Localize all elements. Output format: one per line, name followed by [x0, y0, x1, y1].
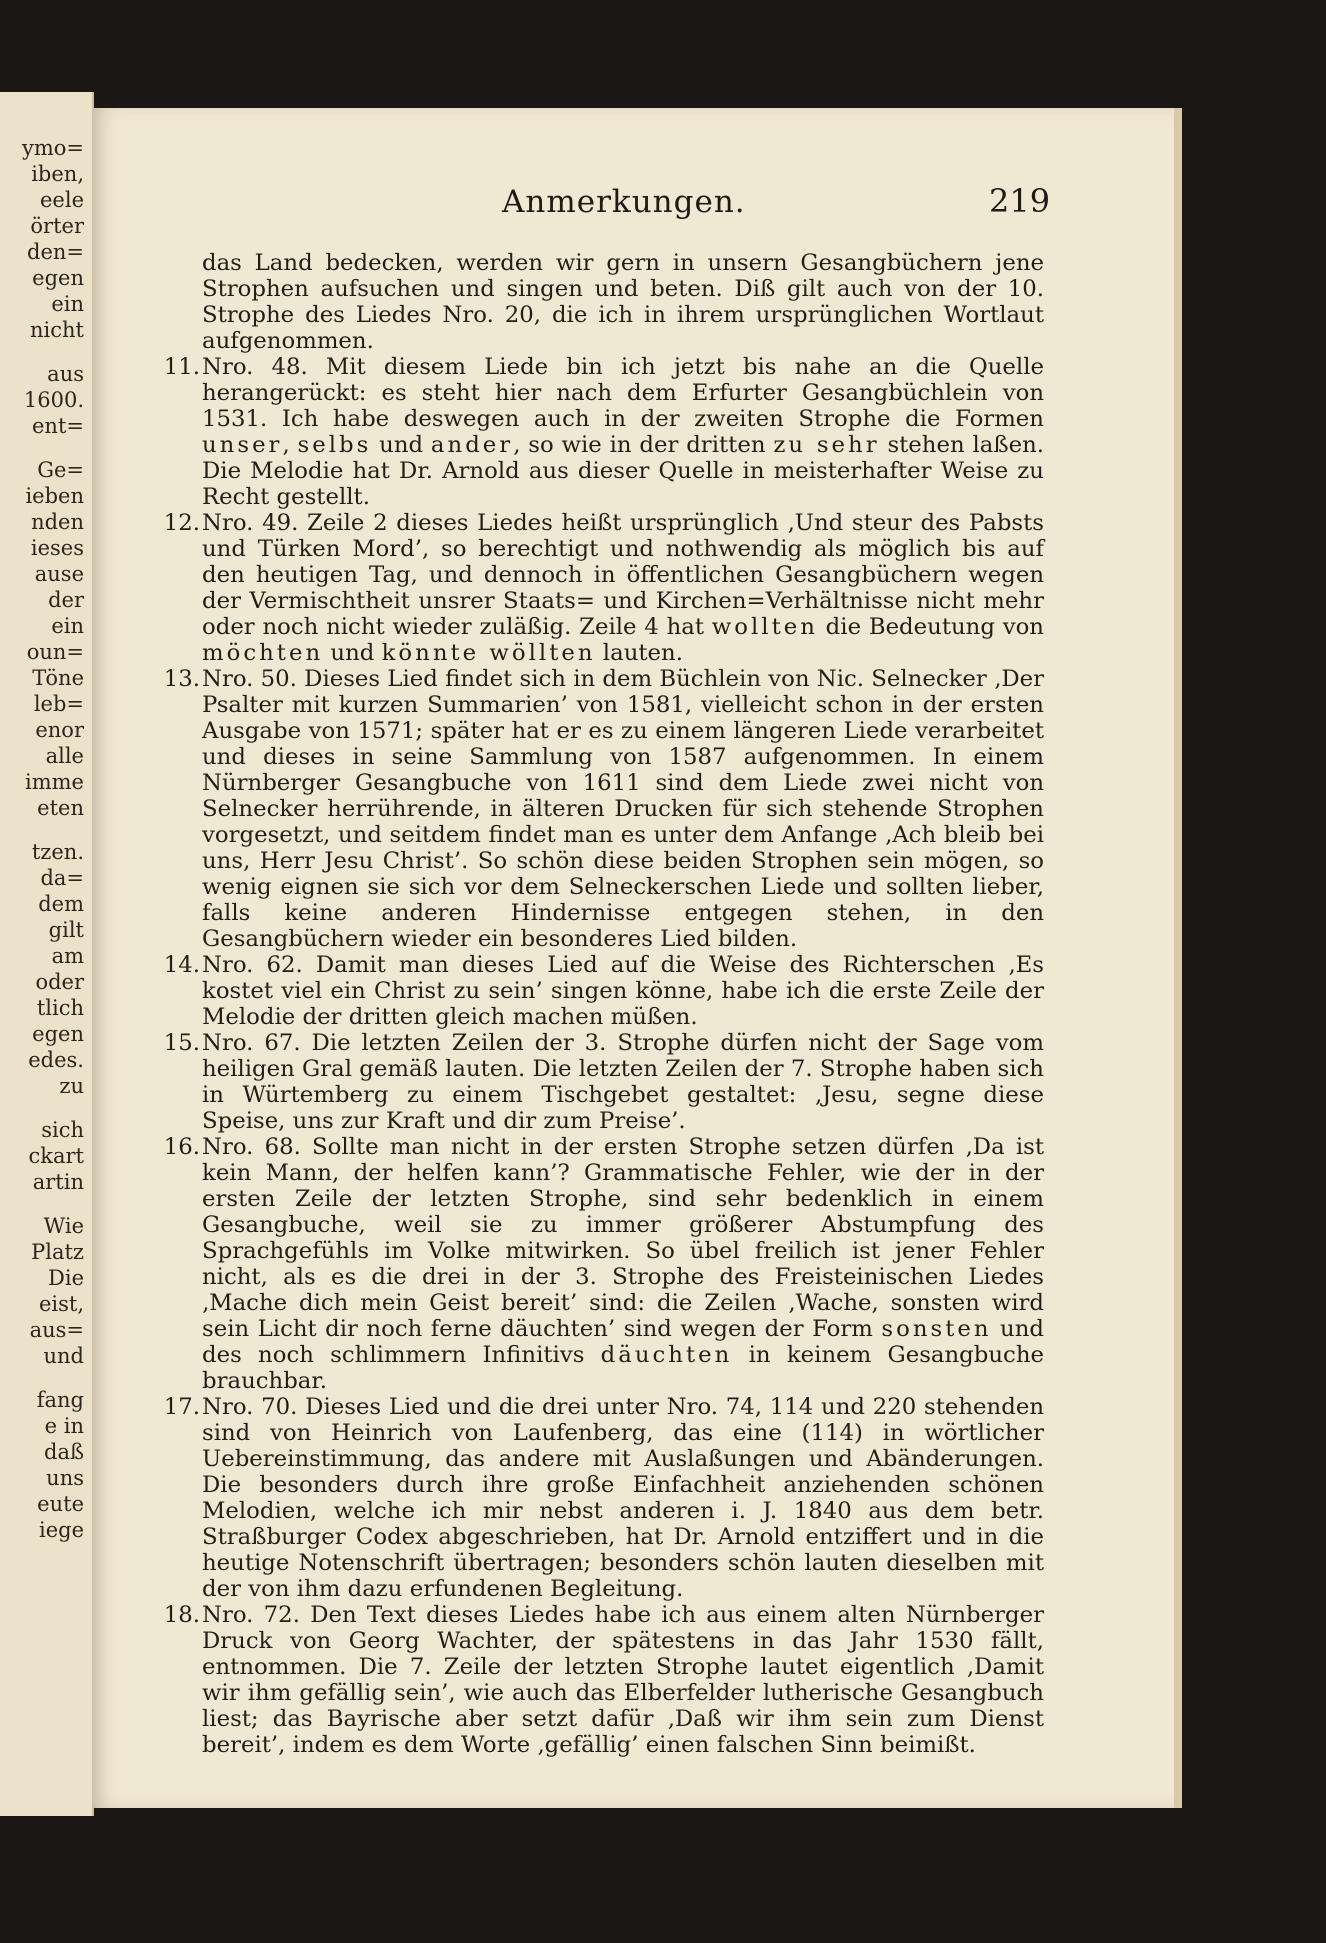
note-number: 17.: [163, 1394, 200, 1420]
note-text: lauten.: [595, 640, 683, 666]
left-page-fragment: aus: [47, 362, 84, 386]
note-text: Nro. 68. Sollte man nicht in der ersten Strophe setzen dürfen ‚Da ist kein Mann, der helfen kann’? Grammatische Fehler, wie der in der ersten Zeile der letzten Strophe, sind sehr bedenklich in einem Gesangbuche, weil sie zu immer größerer Abstumpfung des Sprachgefühls im Volke mitwirken. So übel freilich ist jener Fehler nicht, als es die drei in der 3. Strophe des Freisteinischen Liedes ‚Mache dich mein Geist bereit’ sind: die Zeilen ‚Wache, sonsten wird sein Licht dir noch ferne däuchten’ sind wegen der Form: [202, 1134, 1044, 1342]
note-number: 12.: [163, 510, 200, 536]
left-page-fragment: tzen.: [31, 840, 84, 864]
page-edge: [1174, 108, 1182, 1808]
left-page-fragment: ieses: [30, 536, 84, 560]
left-page-fragment: e in: [44, 1414, 84, 1438]
note-item: [160, 666, 1044, 952]
note-text: in keinem Gesangbuche brauchbar.: [202, 1342, 1044, 1394]
left-page-fragment: oun=: [26, 640, 84, 664]
note-spaced-term: zu sehr: [773, 432, 880, 458]
note-text: ,: [282, 432, 298, 458]
left-page-fragment: den=: [27, 240, 84, 264]
left-page-fragment: ent=: [32, 414, 84, 438]
left-page-fragment: sich: [41, 1118, 84, 1142]
left-page-fragment: ause: [34, 562, 84, 586]
left-page-fragment: zu: [59, 1074, 84, 1098]
left-page-fragment: da=: [40, 866, 84, 890]
note-text: Nro. 67. Die letzten Zeilen der 3. Strophe dürfen nicht der Sage vom heiligen Gral gemäß lauten. Die letzten Zeilen der 7. Strophe haben sich in Würtemberg zu einem Tischgebet gestaltet: ‚Jesu, segne diese Speise, uns zur Kraft und dir zum Preise’.: [202, 1030, 1044, 1134]
note-spaced-term: unser: [202, 432, 283, 458]
left-page-fragment: eten: [37, 796, 84, 820]
note-text: und: [323, 640, 382, 666]
note-item: [160, 354, 1044, 510]
left-page-fragment: nden: [31, 510, 84, 534]
left-page-fragment: artin: [32, 1170, 84, 1194]
note-text: stehen laßen. Die Melodie hat Dr. Arnold aus dieser Quelle in meisterhafter Weise zu Recht gestellt.: [202, 432, 1045, 510]
note-item: [160, 1602, 1044, 1758]
continuation-paragraph: das Land bedecken, werden wir gern in unsern Gesangbüchern jene Strophen aufsuchen und singen und beten. Diß gilt auch von der 10. Strophe des Liedes Nro. 20, die ich in ihrem ursprünglichen Wortlaut aufgenommen.: [202, 250, 1044, 354]
note-text: , so wie in der dritten: [513, 432, 774, 458]
left-page-fragment: örter: [30, 214, 84, 238]
left-page-fragment: 1600.: [23, 388, 84, 412]
left-page-fragment: Wie: [43, 1214, 84, 1238]
note-spaced-term: wollten: [711, 614, 818, 640]
left-page-fragment: dem: [38, 892, 84, 916]
left-page-fragment: iege: [38, 1518, 84, 1542]
left-page-fragment: der: [48, 588, 84, 612]
left-page-fragment: eele: [40, 188, 84, 212]
left-facing-page: [0, 92, 94, 1816]
left-page-fragment: edes.: [28, 1048, 84, 1072]
left-page-fragment: ieben: [25, 484, 84, 508]
left-page-fragment: eist,: [38, 1292, 84, 1316]
left-page-fragment: eute: [37, 1492, 84, 1516]
left-page-fragment: ein: [51, 614, 84, 638]
left-page-fragment: gilt: [48, 918, 84, 942]
note-item: [160, 1394, 1044, 1602]
note-number: 11.: [163, 354, 200, 380]
left-page-fragment: aus=: [29, 1318, 84, 1342]
left-page-fragment: iben,: [31, 162, 84, 186]
note-number: 15.: [163, 1030, 200, 1056]
note-item: [160, 1030, 1044, 1134]
left-page-fragment: Ge=: [37, 458, 84, 482]
note-text: und des noch schlimmern Infinitivs: [202, 1316, 1044, 1368]
left-page-fragment: ein: [51, 292, 84, 316]
note-spaced-term: däuchten: [600, 1342, 733, 1368]
left-page-fragment: alle: [45, 744, 84, 768]
left-page-fragment: und: [43, 1344, 84, 1368]
left-page-fragment: am: [51, 944, 84, 968]
note-text: Nro. 48. Mit diesem Liede bin ich jetzt bis nahe an die Quelle herangerückt: es steht hier nach dem Erfurter Gesangbüchlein von 1531. Ich habe deswegen auch in der zweiten Strophe die Formen: [202, 354, 1044, 432]
note-spaced-term: sonsten: [881, 1316, 992, 1342]
left-page-fragment: egen: [32, 1022, 84, 1046]
note-number: 18.: [163, 1602, 200, 1628]
left-page-fragment: daß: [44, 1440, 84, 1464]
note-text: Nro. 62. Damit man dieses Lied auf die Weise des Richterschen ‚Es kostet viel ein Christ zu sein’ singen könne, habe ich die erste Zeile der Melodie der dritten gleich machen müßen.: [202, 952, 1044, 1030]
left-page-fragment: imme: [25, 770, 84, 794]
note-item: [160, 510, 1044, 666]
left-page-fragment: ckart: [28, 1144, 84, 1168]
note-text: Nro. 50. Dieses Lied findet sich in dem Büchlein von Nic. Selnecker ‚Der Psalter mit kurzen Summarien’ von 1581, vielleicht schon in der ersten Ausgabe von 1571; später hat er es zu einem längeren Liede verarbeitet und dieses in seine Sammlung von 1587 aufgenommen. In einem Nürnberger Gesangbuche von 1611 sind dem Liede zwei nicht von Selnecker herrührende, in älteren Drucken für sich stehende Strophen vorgesetzt, und seitdem findet man es unter dem Anfange ‚Ach bleib bei uns, Herr Jesu Christ’. So schön diese beiden Strophen sein mögen, so wenig eignen sie sich vor dem Selneckerschen Liede und sollten lieber, falls keine anderen Hindernisse entgegen stehen, in den Gesangbüchern wieder ein besonderes Lied bilden.: [202, 666, 1044, 952]
left-page-fragment: nicht: [30, 318, 84, 342]
left-page-fragment: leb=: [33, 692, 84, 716]
left-page-fragment: egen: [32, 266, 84, 290]
note-spaced-term: selbs: [297, 432, 372, 458]
page-number: 219: [989, 182, 1051, 220]
left-page-fragment: Die: [48, 1266, 84, 1290]
note-text: Nro. 49. Zeile 2 dieses Liedes heißt ursprünglich ‚Und steur des Pabsts und Türken Mord’, so berechtigt und nothwendig als möglich bis auf den heutigen Tag, und dennoch in öffentlichen Gesangbüchern wegen der Vermischtheit unsrer Staats= und Kirchen=Verhältnisse nicht mehr oder noch nicht wieder zuläßig. Zeile 4 hat: [202, 510, 1044, 640]
left-page-fragment: fang: [36, 1388, 84, 1412]
note-text: Nro. 72. Den Text dieses Liedes habe ich aus einem alten Nürnberger Druck von Georg Wachter, der spätestens in das Jahr 1530 fällt, entnommen. Die 7. Zeile der letzten Strophe lautet eigentlich ‚Damit wir ihm gefällig sein’, wie auch das Elberfelder lutherische Gesangbuch liest; das Bayrische aber setzt dafür ‚Daß wir ihm sein zum Dienst bereit’, indem es dem Worte ‚gefällig’ einen falschen Sinn beimißt.: [202, 1602, 1044, 1758]
note-number: 14.: [163, 952, 200, 978]
note-text: die Bedeutung von: [817, 614, 1044, 640]
running-head-title: Anmerkungen.: [502, 184, 746, 220]
note-item: [160, 1134, 1044, 1394]
note-spaced-term: möchten: [202, 640, 324, 666]
note-spaced-term: ander: [430, 432, 514, 458]
left-page-fragment: tlich: [36, 996, 84, 1020]
notes-body: [160, 250, 1044, 1758]
note-text: und: [371, 432, 431, 458]
note-item: [160, 952, 1044, 1030]
left-page-fragment: Platz: [31, 1240, 84, 1264]
left-page-fragment: uns: [46, 1466, 84, 1490]
left-page-fragment: Töne: [32, 666, 84, 690]
note-spaced-term: könnte wöllten: [381, 640, 596, 666]
note-number: 16.: [163, 1134, 200, 1160]
note-number: 13.: [163, 666, 200, 692]
left-page-fragment: ymo=: [21, 136, 84, 160]
left-page-fragment: enor: [35, 718, 84, 742]
left-page-fragment: oder: [35, 970, 84, 994]
note-text: Nro. 70. Dieses Lied und die drei unter Nro. 74, 114 und 220 stehenden sind von Heinrich von Laufenberg, das eine (114) in wörtlicher Uebereinstimmung, das andere mit Auslaßungen und Abänderungen. Die besonders durch ihre große Einfachheit anziehenden schönen Melodien, welche ich mir nebst anderen i. J. 1840 aus dem betr. Straßburger Codex abgeschrieben, hat Dr. Arnold entziffert und in die heutige Notenschrift übertragen; besonders schön lauten dieselben mit der von ihm dazu erfundenen Begleitung.: [202, 1394, 1044, 1602]
running-head: [92, 178, 1174, 222]
